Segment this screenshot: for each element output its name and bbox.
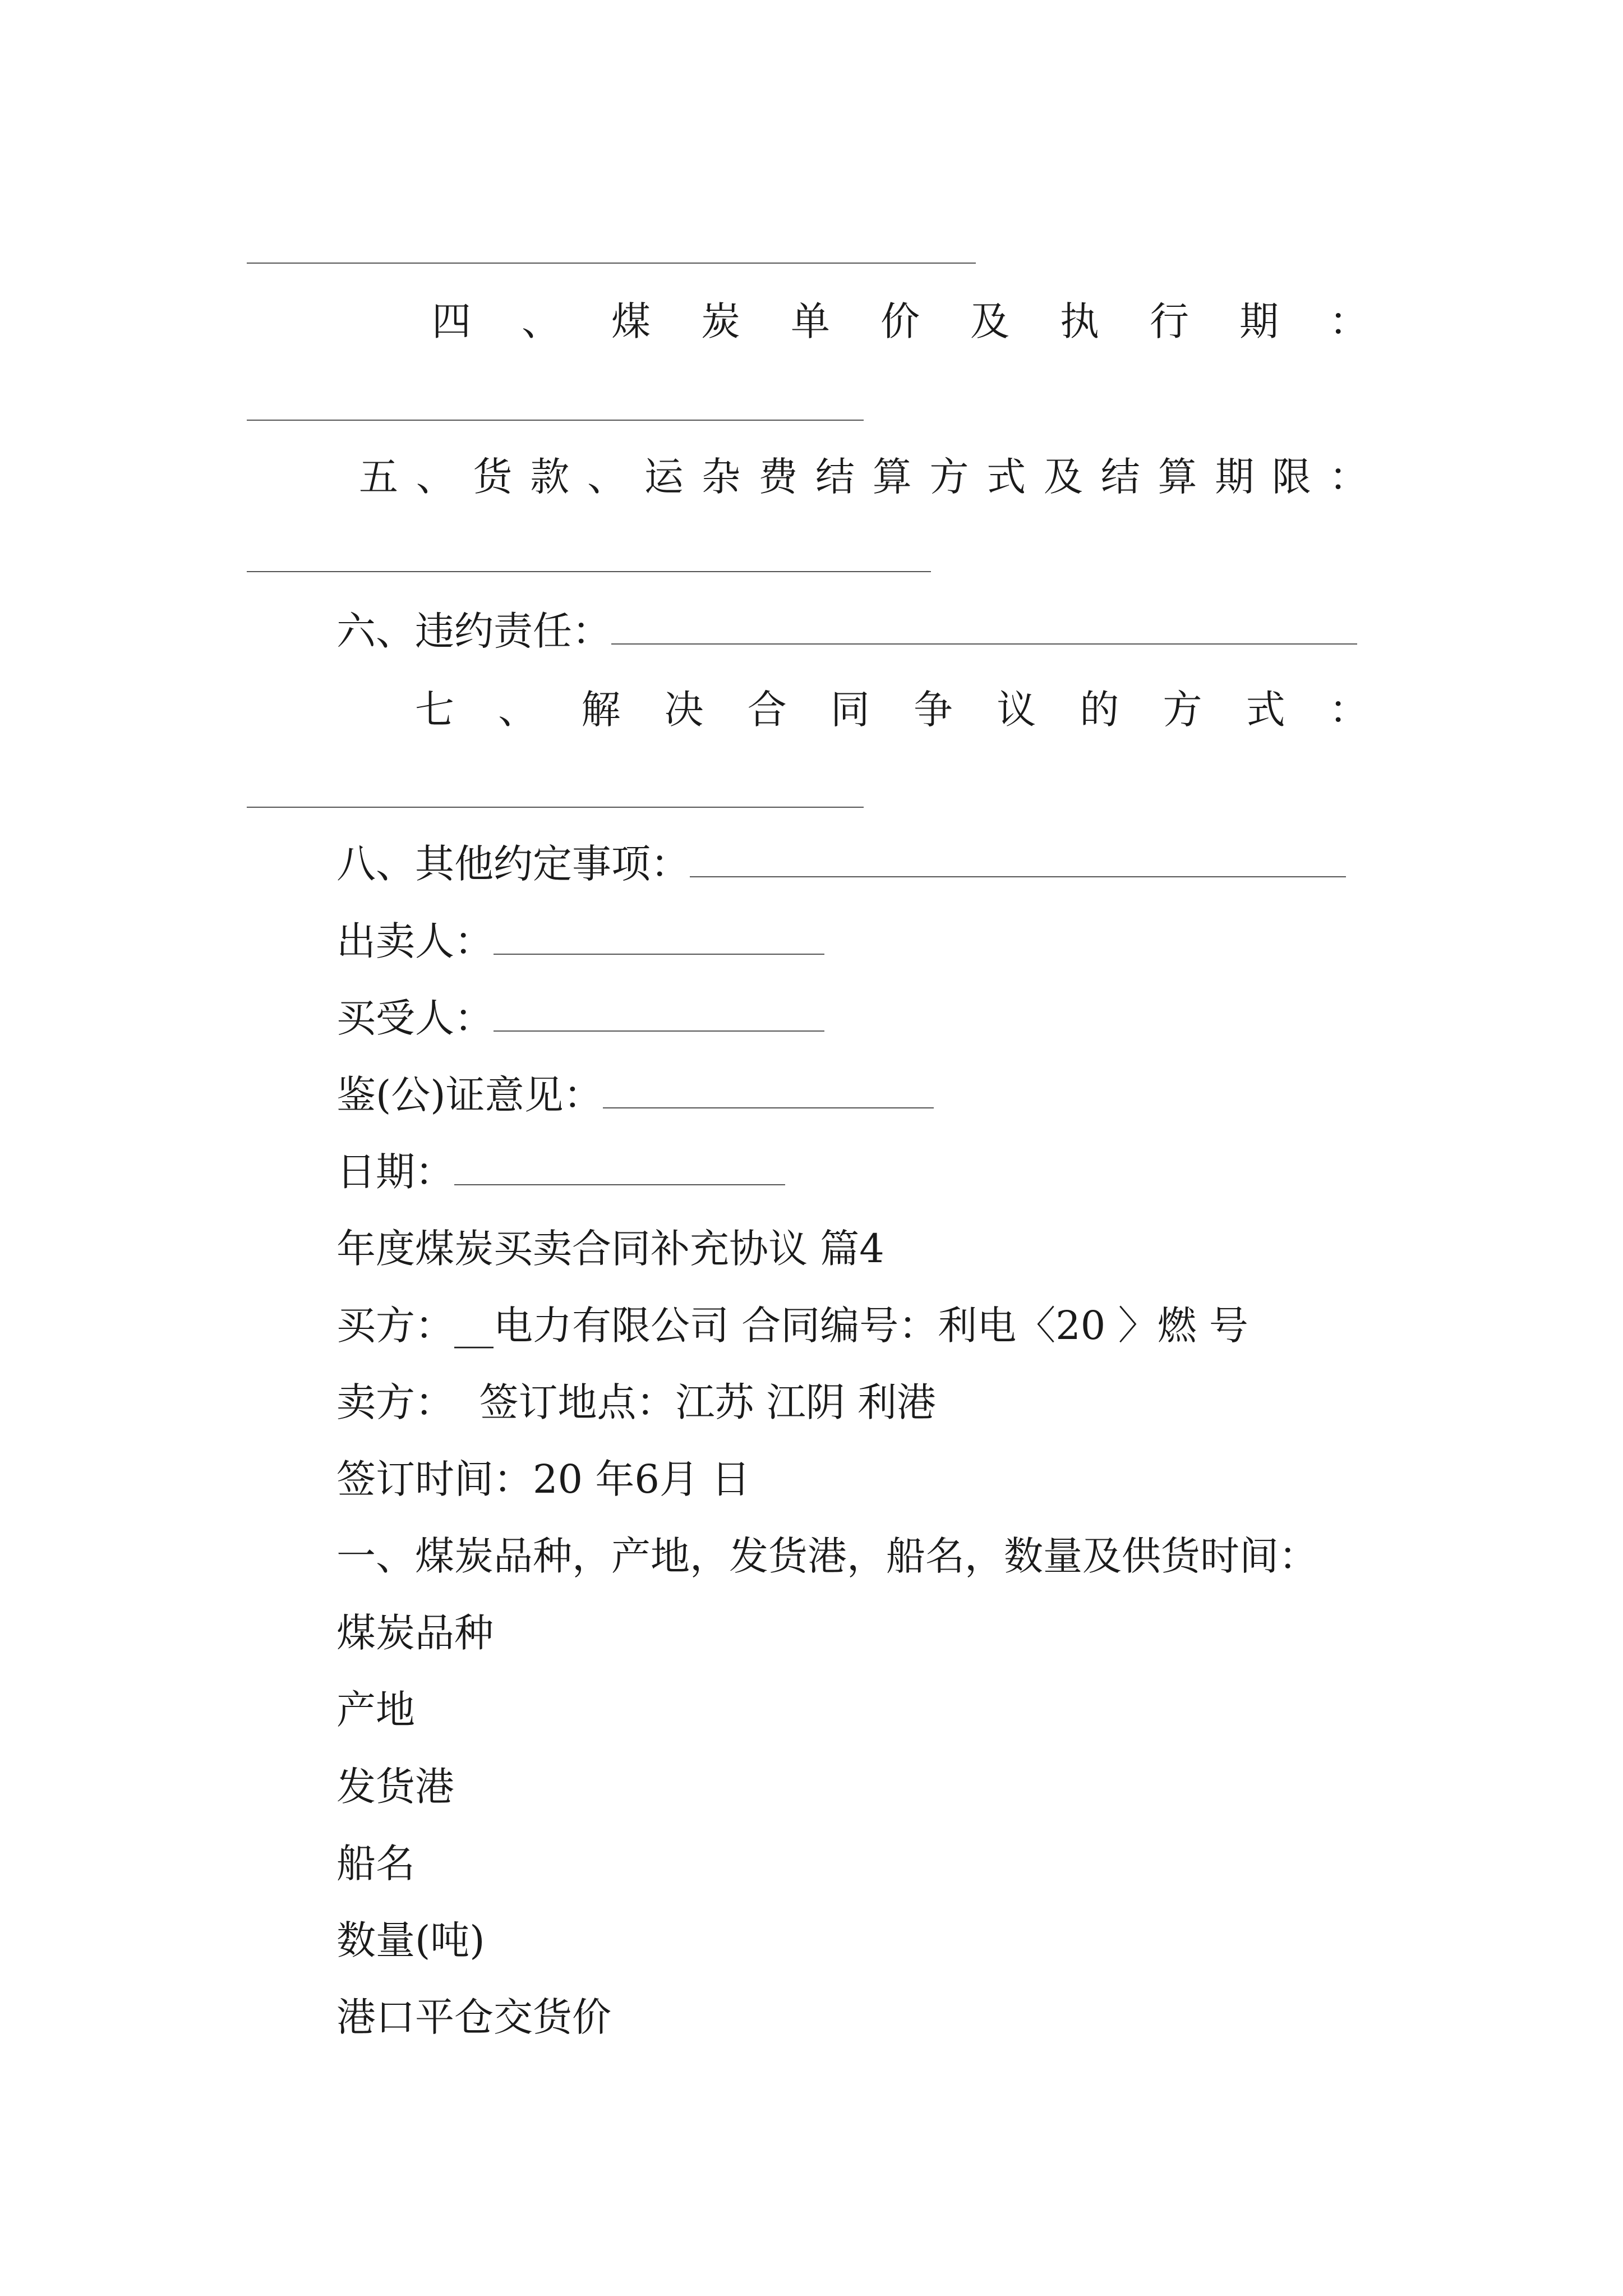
buyer-rest: 电力有限公司 合同编号：利电〈20 〉燃 号 xyxy=(494,1303,1248,1349)
date-label: 日期： xyxy=(336,1149,454,1195)
item4-blank xyxy=(247,420,864,421)
field-origin: 产地 xyxy=(336,1687,415,1733)
item7-char: 决 xyxy=(664,687,704,733)
item5-char: 杂 xyxy=(701,454,741,500)
clause1-line: 一、煤炭品种，产地，发货港，船名，数量及供货时间： xyxy=(336,1533,1318,1579)
notary-label: 鉴(公)证意见： xyxy=(336,1072,603,1118)
item5-char: 及 xyxy=(1044,454,1083,500)
item4-char: 执 xyxy=(1060,298,1099,344)
item7-char: 七 xyxy=(415,687,454,733)
item5-char: 限 xyxy=(1272,454,1311,500)
item5-char: ： xyxy=(1329,454,1368,500)
item8-blank xyxy=(690,843,1346,877)
item4-char: 行 xyxy=(1150,298,1189,344)
section-title: 年度煤炭买卖合同补充协议 篇4 xyxy=(336,1226,884,1272)
item5-char: 式 xyxy=(986,454,1026,500)
item7-char: 的 xyxy=(1080,687,1119,733)
seller-signature-line xyxy=(336,916,824,967)
field-quantity: 数量(吨) xyxy=(336,1917,485,1963)
buyer-contract-line xyxy=(336,1300,1248,1351)
buyer-underscore: __ xyxy=(454,1303,494,1349)
seller-location-line: 卖方： 签订地点：江苏 江阴 利港 xyxy=(336,1379,937,1425)
notary-blank xyxy=(603,1074,934,1108)
item7-char: 议 xyxy=(997,687,1036,733)
buyer-label: 买受人： xyxy=(336,995,494,1041)
item4-char: 炭 xyxy=(701,298,740,344)
field-coal-type: 煤炭品种 xyxy=(336,1610,494,1656)
item4-char: 价 xyxy=(880,298,920,344)
item5-blank xyxy=(247,571,931,572)
item5-char: 期 xyxy=(1215,454,1255,500)
item7-char: 合 xyxy=(747,687,787,733)
item5-char: 费 xyxy=(758,454,798,500)
item4-char: 四 xyxy=(432,298,471,344)
field-port: 发货港 xyxy=(336,1764,454,1810)
item5-char: 、 xyxy=(587,454,626,500)
item5-char: 货 xyxy=(473,454,513,500)
item5-payment-line xyxy=(359,452,1368,502)
item7-blank xyxy=(247,807,864,808)
item4-char: 单 xyxy=(791,298,830,344)
sign-time-line: 签订时间：20 年6月 日 xyxy=(336,1456,751,1502)
date-line xyxy=(336,1147,785,1197)
item5-char: 五 xyxy=(359,454,398,500)
item4-char: 煤 xyxy=(611,298,651,344)
notary-line xyxy=(336,1070,934,1120)
item7-char: 式 xyxy=(1246,687,1285,733)
seller-label: 出卖人： xyxy=(336,918,494,964)
item7-char: 同 xyxy=(830,687,870,733)
buyer-blank xyxy=(494,997,824,1032)
item5-char: 运 xyxy=(644,454,684,500)
date-blank xyxy=(454,1151,785,1185)
item6-label: 六、违约责任： xyxy=(336,608,611,654)
buyer-prefix: 买方： xyxy=(336,1303,454,1349)
buyer-signature-line xyxy=(336,993,824,1043)
item7-char: ： xyxy=(1329,687,1368,733)
field-ship-name: 船名 xyxy=(336,1841,415,1887)
item7-char: 方 xyxy=(1163,687,1202,733)
item4-unit-price-line xyxy=(432,296,1368,347)
item5-char: 算 xyxy=(1158,454,1197,500)
item7-char: 争 xyxy=(914,687,953,733)
item6-blank xyxy=(611,610,1357,645)
item7-char: 、 xyxy=(498,687,538,733)
item5-char: 方 xyxy=(929,454,969,500)
item7-char: 解 xyxy=(581,687,621,733)
field-price: 港口平仓交货价 xyxy=(336,1994,611,2040)
item4-char: ： xyxy=(1329,298,1368,344)
item4-char: 、 xyxy=(522,298,561,344)
blank-line xyxy=(247,263,976,264)
item5-char: 款 xyxy=(530,454,570,500)
item8-line xyxy=(336,839,1346,889)
item5-char: 结 xyxy=(1100,454,1140,500)
item5-char: 算 xyxy=(872,454,912,500)
item7-dispute-line xyxy=(415,684,1368,735)
item5-char: 结 xyxy=(815,454,855,500)
seller-blank xyxy=(494,920,824,955)
item6-line xyxy=(336,606,1357,656)
item8-label: 八、其他约定事项： xyxy=(336,841,690,887)
item4-char: 及 xyxy=(970,298,1009,344)
item5-char: 、 xyxy=(416,454,455,500)
item4-char: 期 xyxy=(1239,298,1279,344)
